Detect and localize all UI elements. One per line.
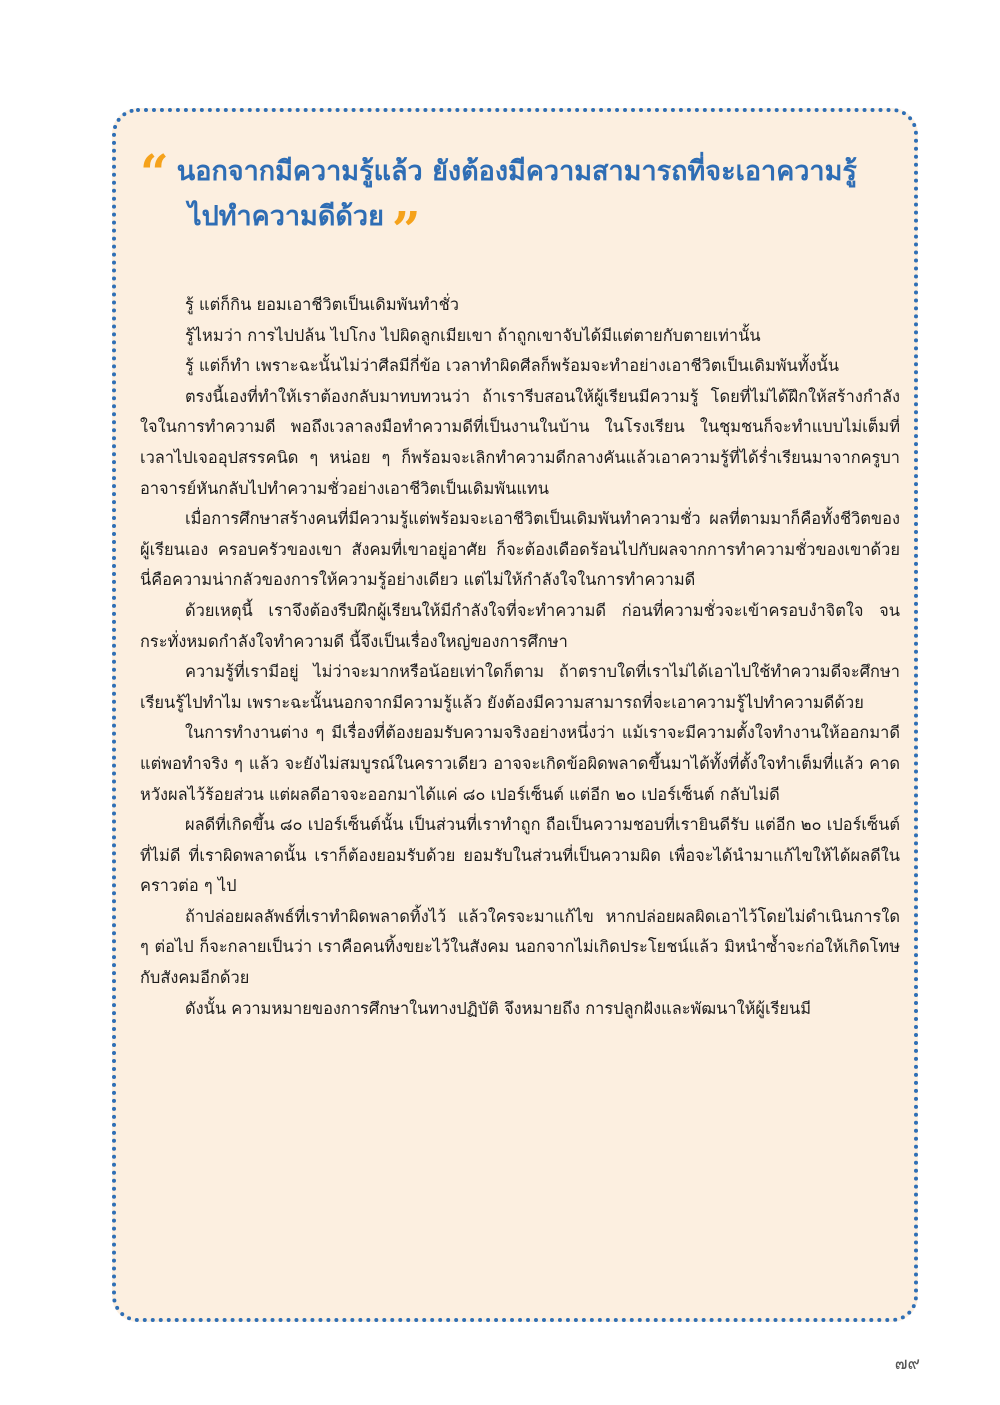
paragraph: รู้ไหมว่า การไปปล้น ไปโกง ไปผิดลูกเมียเขา ถ้าถูกเขาจับได้มีแต่ตายกับตายเท่านั้น [185, 325, 761, 345]
paragraph: ด้วยเหตุนี้ เราจึงต้องรีบฝึกผู้เรียนให้มีกำลังใจที่จะทำความดี ก่อนที่ความชั่วจะเข้าครอบงำจิตใจ จนกระทั่งหมดกำลังใจทำความดี นี้จึงเป็นเรื่องใหญ่ของการศึกษา [140, 600, 900, 651]
pull-quote-text-2: ไปทำความดีด้วย [188, 201, 384, 232]
paragraph: ในการทำงานต่าง ๆ มีเรื่องที่ต้องยอมรับความจริงอย่างหนึ่งว่า แม้เราจะมีความตั้งใจทำงานให้ออกมาดี แต่พอทำจริง ๆ แล้ว จะยังไม่สมบูรณ์ในคราวเดียว อาจจะเกิดข้อผิดพลาดขึ้นมาได้ทั้งที่ตั้งใจทำเต็มที่แล้ว คาดหวังผลไว้ร้อยส่วน แต่ผลดีอาจจะออกมาได้แค่ ๘๐ เปอร์เซ็นต์ แต่อีก ๒๐ เปอร์เซ็นต์ กลับไม่ดี [140, 723, 900, 804]
paragraph: รู้ แต่ก็ทำ เพราะฉะนั้นไม่ว่าศีลมีกี่ข้อ เวลาทำผิดศีลก็พร้อมจะทำอย่างเอาชีวิตเป็นเดิมพันทั้งนั้น [185, 356, 839, 376]
page-number: ๗๙ [894, 1354, 920, 1374]
paragraph: ความรู้ที่เรามีอยู่ ไม่ว่าจะมากหรือน้อยเท่าใดก็ตาม ถ้าตราบใดที่เราไม่ได้เอาไปใช้ทำความดีจะศึกษาเรียนรู้ไปทำไม เพราะฉะนั้นนอกจากมีความรู้แล้ว ยังต้องมีความสามารถที่จะเอาความรู้ไปทำความดีด้วย [140, 662, 900, 712]
pull-quote-line-2 [140, 195, 900, 259]
open-quote-mark: “ [140, 143, 169, 202]
paragraph: ผลดีที่เกิดขึ้น ๘๐ เปอร์เซ็นต์นั้น เป็นส่วนที่เราทำถูก ถือเป็นความชอบที่เรายินดีรับ แต่อีก ๒๐ เปอร์เซ็นต์ ที่ไม่ดี ที่เราผิดพลาดนั้น เราก็ต้องยอมรับด้วย ยอมรับในส่วนที่เป็นความผิด เพื่อจะได้นำมาแก้ไขให้ได้ผลดีในคราวต่อ ๆ ไป [140, 815, 900, 896]
pull-quote-line-1 [140, 143, 900, 202]
paragraph: รู้ แต่ก็กิน ยอมเอาชีวิตเป็นเดิมพันทำชั่ว [185, 295, 459, 314]
pull-quote-text-1: นอกจากมีความรู้แล้ว ยังต้องมีความสามารถที่จะเอาความรู้ [176, 156, 857, 187]
pull-quote [140, 143, 900, 259]
paragraph: ตรงนี้เองที่ทำให้เราต้องกลับมาทบทวนว่า ถ้าเรารีบสอนให้ผู้เรียนมีความรู้ โดยที่ไม่ได้ฝึกให้สร้างกำลังใจในการทำความดี พอถึงเวลาลงมือทำความดีที่เป็นงานในบ้าน ในโรงเรียน ในชุมชนก็จะทำแบบไม่เต็มที่ เวลาไปเจออุปสรรคนิด ๆ หน่อย ๆ ก็พร้อมจะเลิกทำความดีกลางคันแล้วเอาความรู้ที่ได้ร่ำเรียนมาจากครูบาอาจารย์หันกลับไปทำความชั่วอย่างเอาชีวิตเป็นเดิมพันแทน [140, 386, 900, 498]
paragraph: ดังนั้น ความหมายของการศึกษาในทางปฏิบัติ จึงหมายถึง การปลูกฝังและพัฒนาให้ผู้เรียนมี [185, 998, 811, 1018]
paragraph: เมื่อการศึกษาสร้างคนที่มีความรู้แต่พร้อมจะเอาชีวิตเป็นเดิมพันทำความชั่ว ผลที่ตามมาก็คือทั้งชีวิตของผู้เรียนเอง ครอบครัวของเขา สังคมที่เขาอยู่อาศัย ก็จะต้องเดือดร้อนไปกับผลจากการทำความชั่วของเขาด้วย นี่คือความน่ากลัวของการให้ความรู้อย่างเดียว แต่ไม่ให้กำลังใจในการทำความดี [140, 509, 900, 590]
close-quote-mark: ” [391, 200, 421, 259]
body-text [140, 290, 900, 1024]
paragraph: ถ้าปล่อยผลลัพธ์ที่เราทำผิดพลาดทิ้งไว้ แล้วใครจะมาแก้ไข หากปล่อยผลผิดเอาไว้โดยไม่ดำเนินการใด ๆ ต่อไป ก็จะกลายเป็นว่า เราคือคนทิ้งขยะไว้ในสังคม นอกจากไม่เกิดประโยชน์แล้ว มิหนำซ้ำจะก่อให้เกิดโทษกับสังคมอีกด้วย [140, 906, 900, 988]
